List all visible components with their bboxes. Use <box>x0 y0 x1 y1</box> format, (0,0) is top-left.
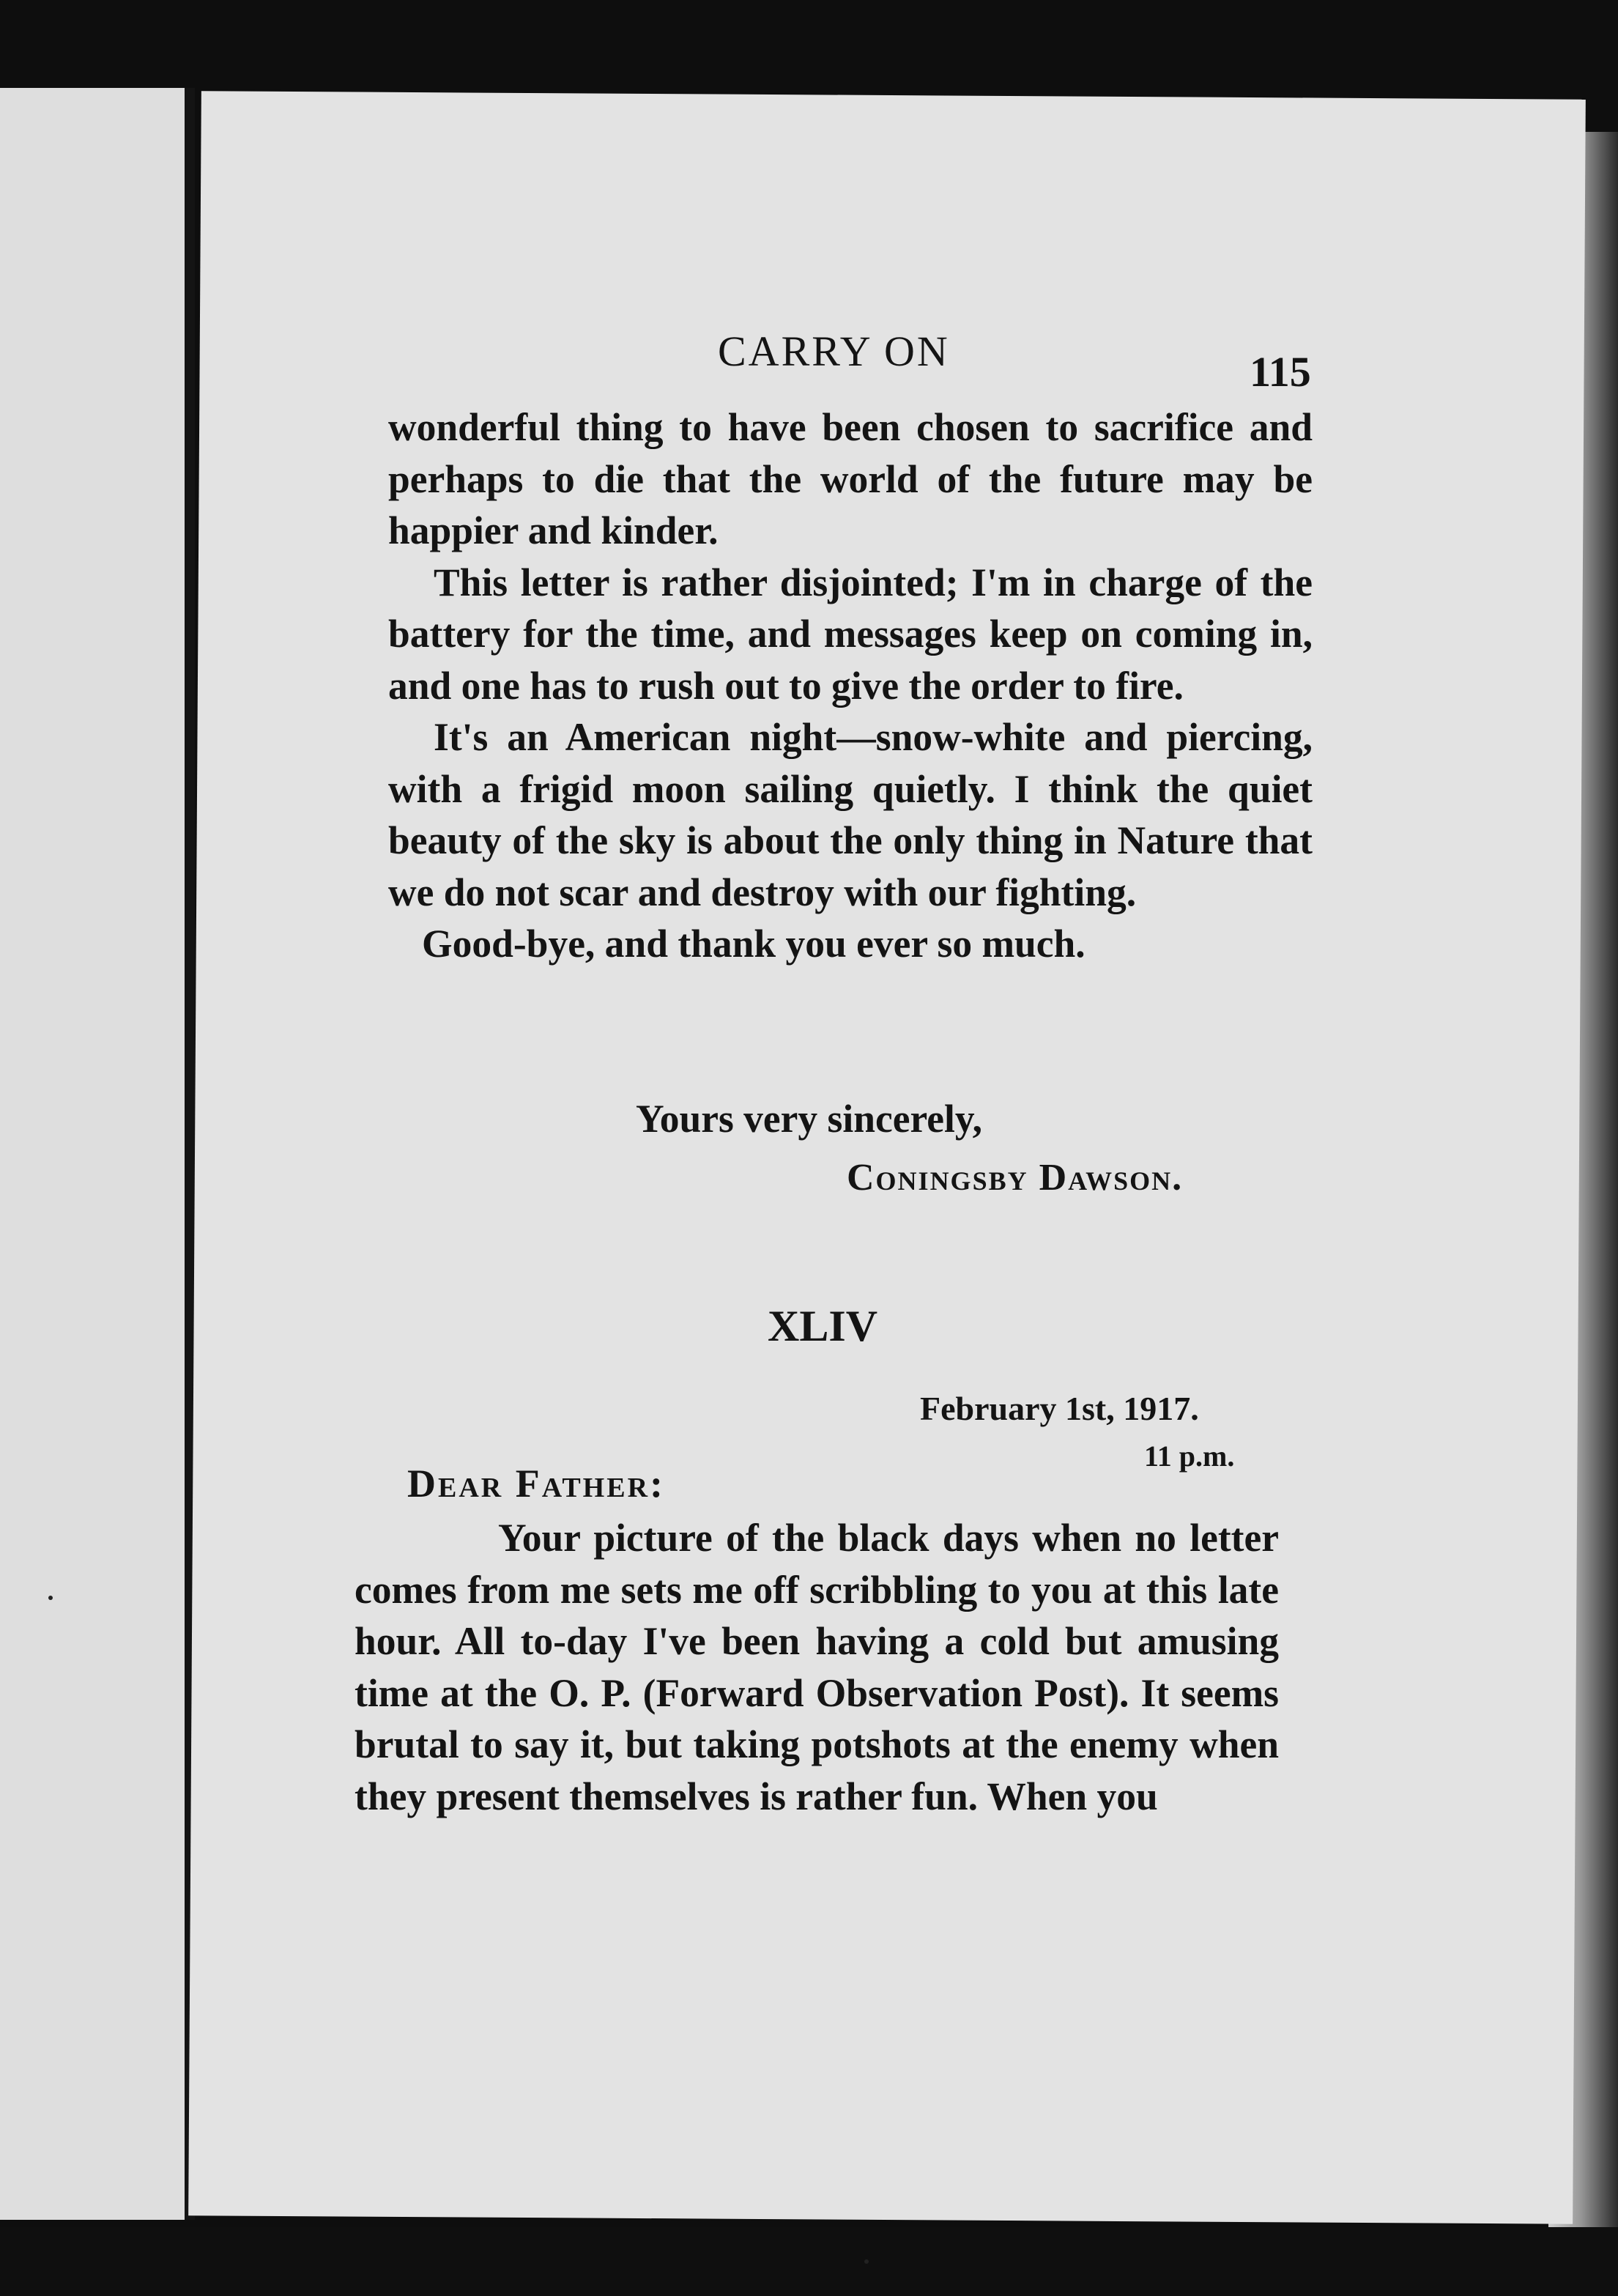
valediction: Yours very sincerely, <box>636 1097 983 1141</box>
paragraph: wonderful thing to have been chosen to sacrifice and perhaps to die that the world of the future may be happier and kinder. <box>388 405 1313 552</box>
paragraph: It's an American night—snow-white and piercing, with a frigid moon sailing quietly. I think the quiet beauty of the sky is about the only thing in Nature that we do not scar and destroy with our fighting. <box>388 715 1313 914</box>
closing-line: Good-bye, and thank you ever so much. <box>422 922 1086 966</box>
signature: Coningsby Dawson. <box>847 1157 1184 1199</box>
scan-speck <box>48 1596 53 1600</box>
scanner-bed-edge <box>0 2227 1618 2296</box>
scan-speck <box>864 2259 869 2264</box>
letter-date: February 1st, 1917. <box>920 1390 1199 1427</box>
running-head: CARRY ON <box>718 327 950 375</box>
paragraph: This letter is rather disjointed; I'm in charge of the battery for the time, and messages keep on coming in, and one has to rush out to give the order to fire. <box>388 560 1313 708</box>
paragraph: Your picture of the black days when no letter comes from me sets me off scribbling to you at this late hour. All to-day I've been having a cold but amusing time at the O. P. (Forward Observation Post). It seems brutal to say it, but taking potshots at the enemy when they present themselves is rather fun. When you <box>355 1516 1279 1818</box>
letter-xliii-continuation <box>388 401 1313 970</box>
page-number: 115 <box>1250 348 1311 396</box>
letter-time: 11 p.m. <box>1144 1440 1235 1473</box>
section-number: XLIV <box>768 1302 878 1350</box>
letter-xliv-body <box>355 1512 1279 1822</box>
salutation: Dear Father: <box>407 1462 666 1506</box>
facing-page-edge <box>0 88 192 2220</box>
